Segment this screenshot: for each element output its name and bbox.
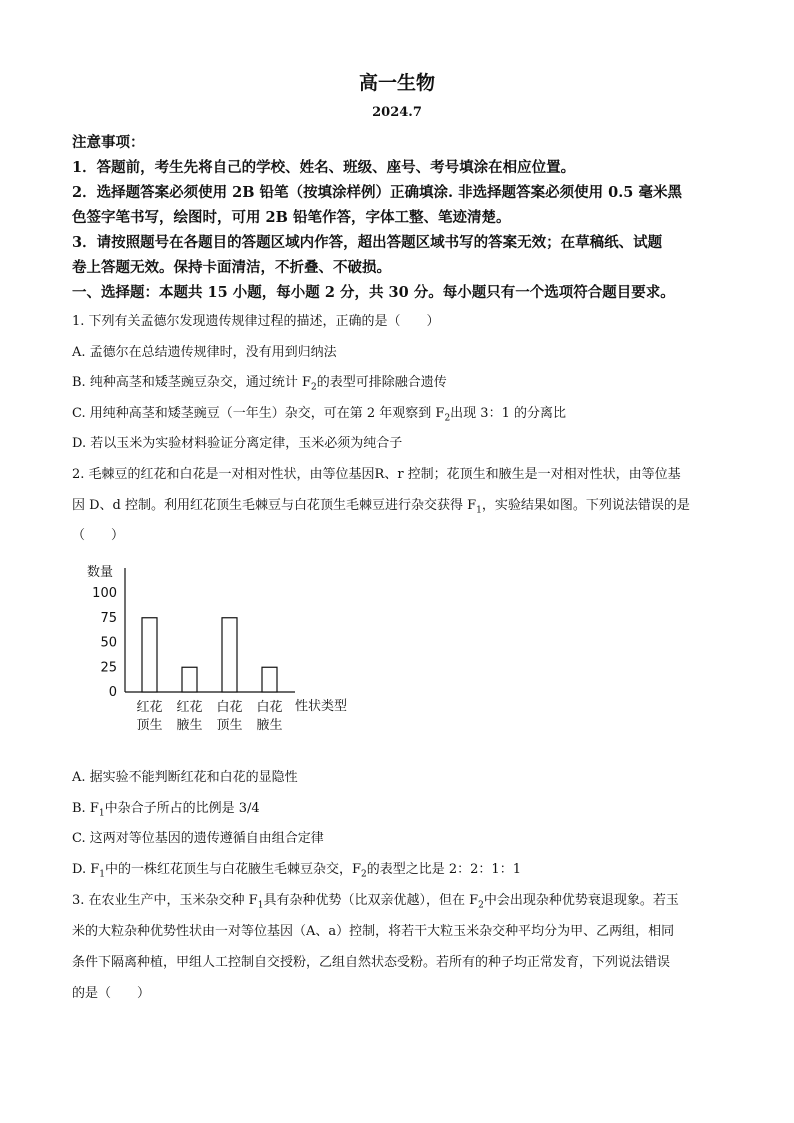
section-heading: 一、选择题：本题共 15 小题，每小题 2 分，共 30 分。每小题只有一个选项符合题目要求。 xyxy=(72,284,675,301)
y-tick-label: 25 xyxy=(100,660,117,676)
x-tick-label: 白花 xyxy=(216,700,243,715)
y-tick-label: 75 xyxy=(100,610,117,626)
q3-stem-line-3: 条件下隔离种植，甲组人工控制自交授粉，乙组自然状态受粉。若所有的种子均正常发育，下列说法错误 xyxy=(72,955,671,970)
x-tick-label: 红花 xyxy=(176,700,203,715)
q2-stem-line-3: （ ） xyxy=(72,528,125,543)
x-tick-label: 白花 xyxy=(256,700,283,715)
notice-item-2-line-2: 色签字笔书写，绘图时，可用 2B 铅笔作答，字体工整、笔迹清楚。 xyxy=(72,209,511,226)
q2-stem-line-1: 2. 毛棘豆的红花和白花是一对相对性状，由等位基因R、r 控制；花顶生和腋生是一对相对性状，由等位基 xyxy=(72,467,681,482)
x-axis-label: 性状类型 xyxy=(295,699,348,714)
q1-option-a: A. 孟德尔在总结遗传规律时，没有用到归纳法 xyxy=(72,345,337,360)
q1-option-d: D. 若以玉米为实验材料验证分离定律，玉米必须为纯合子 xyxy=(72,436,403,451)
notice-item-1: 1．答题前，考生先将自己的学校、姓名、班级、座号、考号填涂在相应位置。 xyxy=(72,159,576,176)
q1-option-b: B. 纯种高茎和矮茎豌豆杂交，通过统计 $F_2$的表型可排除融合遗传 xyxy=(72,375,447,393)
bar xyxy=(262,667,277,692)
x-tick-label: 顶生 xyxy=(136,718,163,733)
q3-stem-line-2: 米的大粒杂种优势性状由一对等位基因（A、a）控制，将若干大粒玉米杂交种平均分为甲、乙两组，相同 xyxy=(72,924,675,939)
q2-option-d: D. $F_1$中的一株红花顶生与白花腋生毛棘豆杂交，$F_2$的表型之比是 2：2：1：1 xyxy=(72,862,521,880)
bar-chart xyxy=(82,558,372,743)
q2-option-a: A. 据实验不能判断红花和白花的显隐性 xyxy=(72,770,298,785)
q2-option-b: B. $F_1$中杂合子所占的比例是 3/4 xyxy=(72,801,260,819)
x-tick-label: 顶生 xyxy=(216,718,243,733)
notice-heading: 注意事项： xyxy=(72,134,145,151)
notice-item-3-line-1: 3．请按照题号在各题目的答题区域内作答，超出答题区域书写的答案无效；在草稿纸、试题 xyxy=(72,234,663,251)
notice-item-2-line-1: 2．选择题答案必须使用 2B 铅笔（按填涂样例）正确填涂. 非选择题答案必须使用 0.5 毫米黑 xyxy=(72,184,682,201)
q2-stem-line-2: 因 D、d 控制。利用红花顶生毛棘豆与白花顶生毛棘豆进行杂交获得 $F_1$，实验结果如图。下列说法错误的是 xyxy=(72,498,690,516)
notice-item-3-line-2: 卷上答题无效。保持卡面清洁，不折叠、不破损。 xyxy=(72,259,391,276)
q1-option-c: C. 用纯种高茎和矮茎豌豆（一年生）杂交，可在第 2 年观察到 $F_2$出现 3：1 的分离比 xyxy=(72,406,566,424)
bar xyxy=(222,618,237,692)
y-tick-label: 100 xyxy=(92,586,117,601)
bar xyxy=(142,618,157,692)
exam-date: 2024.7 xyxy=(372,105,422,120)
q3-stem-line-1: 3. 在农业生产中，玉米杂交种 $F_1$具有杂种优势（比双亲优越），但在 $F_2$中会出现杂种优势衰退现象。若玉 xyxy=(72,893,679,911)
y-tick-label: 50 xyxy=(100,635,117,651)
q1-stem: 1. 下列有关孟德尔发现遗传规律过程的描述，正确的是（ ） xyxy=(72,314,440,329)
y-tick-label: 0 xyxy=(108,685,117,700)
x-tick-label: 腋生 xyxy=(176,718,203,733)
x-tick-label: 腋生 xyxy=(256,718,283,733)
x-tick-label: 红花 xyxy=(136,700,163,715)
y-axis-label: 数量 xyxy=(87,565,114,580)
page-title: 高一生物 xyxy=(358,72,435,94)
bar xyxy=(182,667,197,692)
q3-stem-line-4: 的是（ ） xyxy=(72,986,151,1001)
q2-option-c: C. 这两对等位基因的遗传遵循自由组合定律 xyxy=(72,831,324,846)
